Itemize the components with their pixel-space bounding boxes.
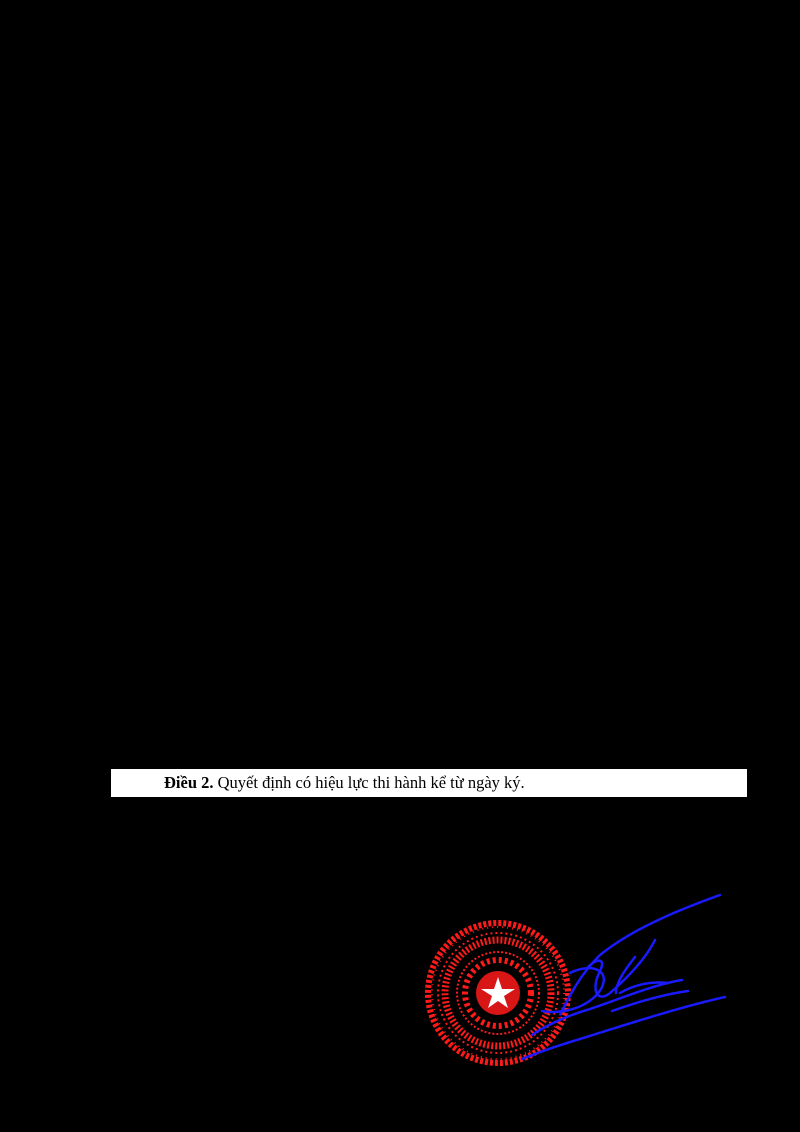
article-2-label: Điều 2. (164, 773, 214, 792)
article-2-paragraph (164, 773, 525, 793)
seal-and-signature (420, 885, 740, 1075)
article-2-section (111, 769, 747, 797)
article-2-text: Quyết định có hiệu lực thi hành kể từ ngày ký. (217, 773, 525, 792)
official-red-seal-icon (428, 923, 568, 1063)
